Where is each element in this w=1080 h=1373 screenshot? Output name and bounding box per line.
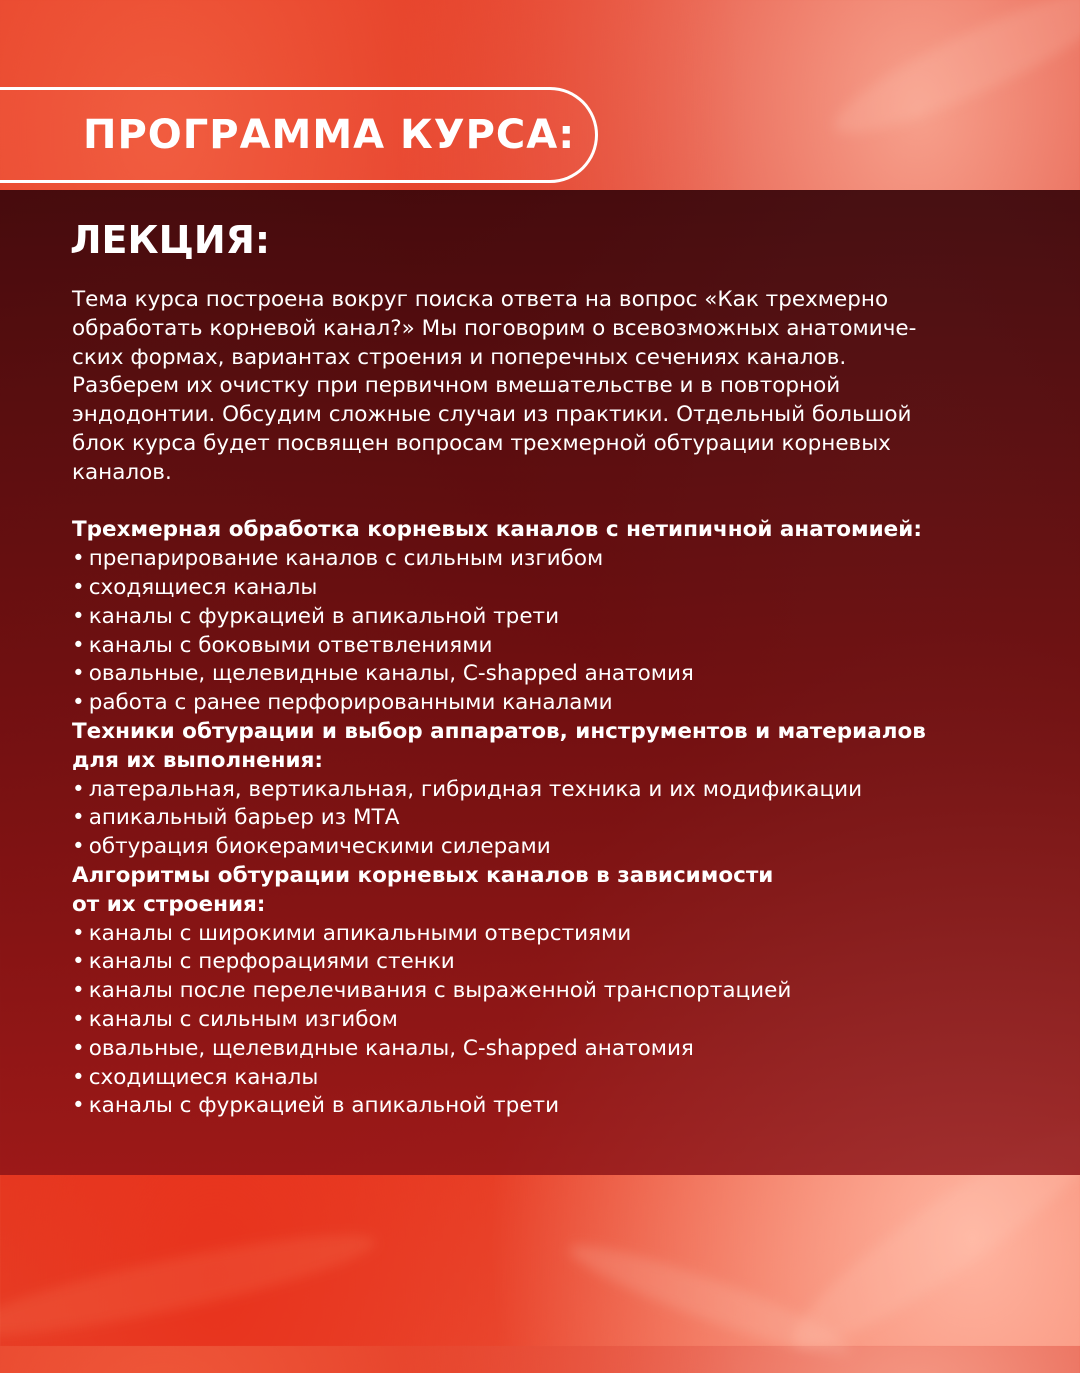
bullet-icon: • (72, 546, 85, 572)
lecture-content (72, 286, 1032, 1121)
list-item: • овальные, щелевидные каналы, С-shapped анатомия (72, 1035, 694, 1061)
bullet-icon: • (72, 603, 85, 629)
bullet-icon: • (72, 834, 85, 860)
list-item: • работа с ранее перфорированными каналами (72, 690, 613, 716)
list-item: • каналы с фуркацией в апикальной трети (72, 1093, 560, 1119)
intro-paragraph: Тема курса построена вокруг поиска ответа на вопрос «Как трехмерно обработать корневой канал?» Мы поговорим о всевозможных анатомиче- ских формах, вариантах строения и поперечных сечениях каналов. Разберем их очистку при первичном вмешательстве и в повторной эндодонтии. Обсудим сложные случаи из практики. Отдельный большой блок курса будет посвящен вопросам трехмерной обтурации корневых каналов. (72, 287, 917, 485)
list-item: • каналы с фуркацией в апикальной трети (72, 603, 560, 629)
bullet-icon: • (72, 690, 85, 716)
list-item: • каналы с перфорациями стенки (72, 949, 455, 975)
list-item: • обтурация биокерамическими силерами (72, 834, 551, 860)
bullet-icon: • (72, 776, 85, 802)
bullet-icon: • (72, 1035, 85, 1061)
bullet-icon: • (72, 632, 85, 658)
bullet-icon: • (72, 1064, 85, 1090)
section-list (72, 776, 1032, 862)
page-title: ПРОГРАММА КУРСА: (83, 112, 576, 158)
background-light-streak (562, 1230, 858, 1370)
bullet-icon: • (72, 1093, 85, 1119)
bullet-icon: • (72, 661, 85, 687)
section-title: Алгоритмы обтурации корневых каналов в зависимости от их строения: (72, 862, 774, 917)
list-item: • латеральная, вертикальная, гибридная техника и их модификации (72, 776, 863, 802)
list-item: • каналы с широкими апикальными отверстиями (72, 920, 632, 946)
lecture-heading: ЛЕКЦИЯ: (70, 218, 271, 262)
bullet-icon: • (72, 574, 85, 600)
bullet-icon: • (72, 1006, 85, 1032)
list-item: • овальные, щелевидные каналы, С-shapped анатомия (72, 661, 694, 687)
section-title: Техники обтурации и выбор аппаратов, инструментов и материалов для их выполнения: (72, 718, 926, 773)
list-item: • каналы с сильным изгибом (72, 1006, 398, 1032)
list-item: • каналы с боковыми ответвлениями (72, 632, 493, 658)
list-item: • препарирование каналов с сильным изгибом (72, 546, 604, 572)
section-list (72, 920, 1032, 1122)
section-title: Трехмерная обработка корневых каналов с нетипичной анатомией: (72, 517, 922, 543)
list-item: • каналы после перелечивания с выраженной транспортацией (72, 978, 792, 1004)
section (72, 516, 1032, 718)
list-item: • сходящиеся каналы (72, 574, 318, 600)
background-light-streak (0, 1217, 381, 1353)
background-light-streak (822, 0, 1080, 155)
bullet-icon: • (72, 920, 85, 946)
section-list (72, 545, 1032, 718)
section (72, 862, 1032, 1121)
section (72, 718, 1032, 862)
bullet-icon: • (72, 805, 85, 831)
bullet-icon: • (72, 978, 85, 1004)
list-item: • апикальный барьер из МТА (72, 805, 400, 831)
bullet-icon: • (72, 949, 85, 975)
list-item: • сходищиеся каналы (72, 1064, 319, 1090)
